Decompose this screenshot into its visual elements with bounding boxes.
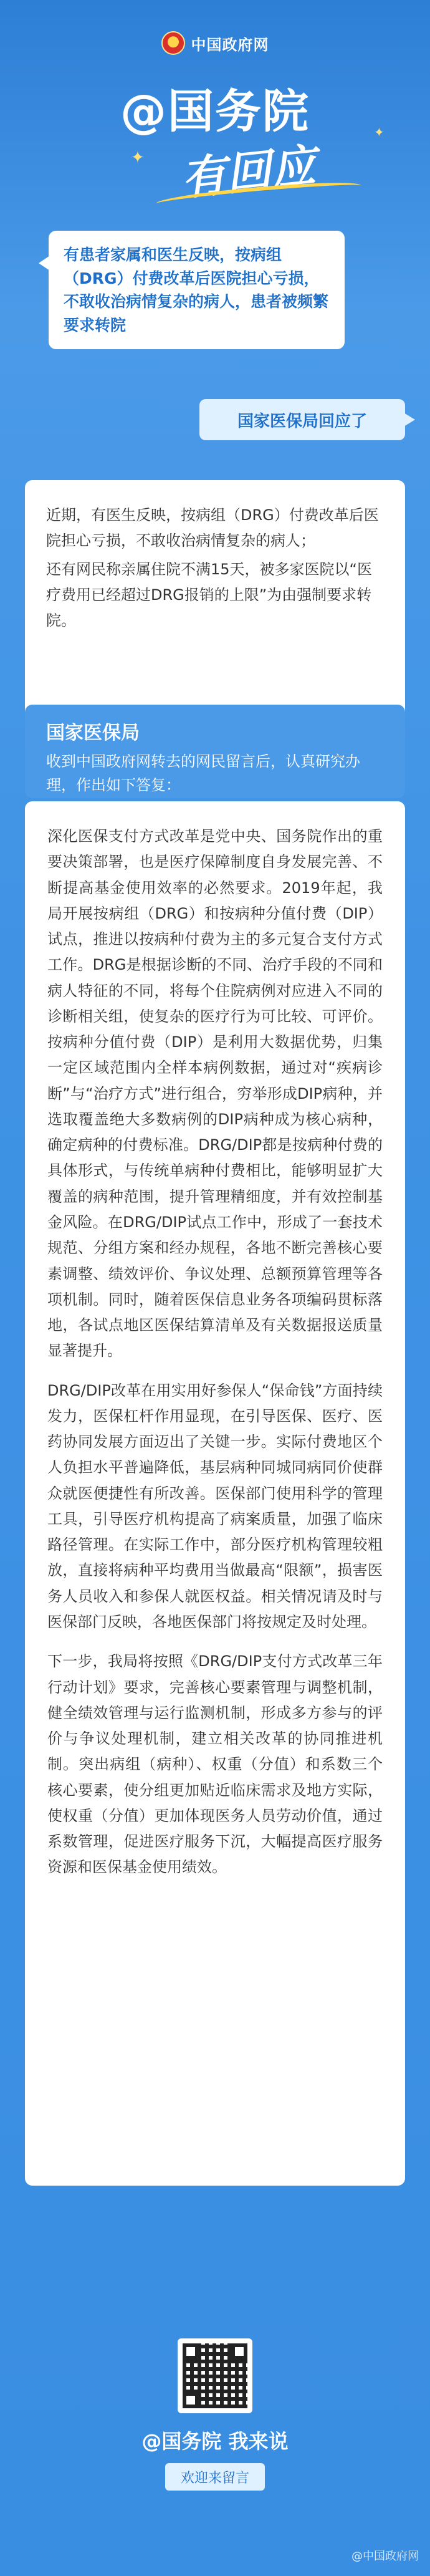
reply-header <box>25 705 405 798</box>
reply-intro: 收到中国政府网转去的网民留言后，认真研究办理，作出如下答复： <box>46 753 360 794</box>
site-logo-row <box>0 31 430 55</box>
qr-finder-mark <box>183 2392 199 2408</box>
answer-tag-bubble: 国家医保局回应了 <box>199 399 405 440</box>
qr-code-pattern <box>183 2343 247 2408</box>
intro-paragraph: 还有网民称亲属住院不满15天，被多家医院以“医疗费用已经超过DRG报销的上限”为由强制要求转院。 <box>46 560 372 630</box>
qr-code[interactable] <box>178 2338 252 2413</box>
leave-message-button[interactable]: 欢迎来留言 <box>165 2463 265 2491</box>
footer-slogan: @国务院 我来说 <box>141 2429 289 2453</box>
page-subtitle: 有回应 <box>178 138 318 206</box>
body-paragraph: 下一步，我局将按照《DRG/DIP支付方式改革三年行动计划》要求，完善核心要素管理与调整机制，健全绩效管理与运行监测机制，形成多方参与的评价与争议处理机制，建立相关改革的协同推进机制。突出病组（病种）、权重（分值）和系数三个核心要素，使分组更加贴近临床需求及地方实际，使权重（分值）更加体现医务人员劳动价值，通过系数管理，促进医疗服务下沉，大幅提高医疗服务资源和医保基金使用绩效。 <box>47 1652 383 1876</box>
national-emblem-icon <box>161 31 185 55</box>
qr-finder-mark <box>231 2343 247 2360</box>
body-paragraph: DRG/DIP改革在用实用好参保人“保命钱”方面持续发力，医保杠杆作用显现，在引导医保、医疗、医药协同发展方面迈出了关键一步。实际付费地区个人负担水平普遍降低，基层病种同城同病同价使群众就医便捷性有所改善。医保部门使用科学的管理工具，引导医疗机构提高了病案质量，加强了临床路径管理。在实际工作中，部分医疗机构管理较粗放，直接将病种平均费用当做最高“限额”，损害医务人员收入和参保人就医权益。相关情况请及时与医保部门反映，各地医保部门将按规定及时处理。 <box>47 1381 383 1631</box>
qr-finder-mark <box>183 2343 199 2360</box>
intro-paragraph: 近期，有医生反映，按病组（DRG）付费改革后医院担心亏损，不敢收治病情复杂的病人； <box>46 506 379 550</box>
sparkle-icon: ✦ <box>131 148 145 167</box>
watermark: @中国政府网 <box>351 2550 419 2563</box>
question-bubble: 有患者家属和医生反映，按病组（DRG）付费改革后医院担心亏损，不敢收治病情复杂的病人，患者被频繁要求转院 <box>49 231 345 349</box>
intro-card <box>25 480 405 736</box>
sparkle-icon: ✦ <box>374 125 385 140</box>
site-name: 中国政府网 <box>191 36 269 54</box>
page-title: @国务院 <box>120 85 310 138</box>
body-paragraph: 深化医保支付方式改革是党中央、国务院作出的重要决策部署，也是医疗保障制度自身发展完善、不断提高基金使用效率的必然要求。2019年起，我局开展按病组（DRG）和按病种分值付费（DIP）试点，推进以按病种付费为主的多元复合支付方式工作。DRG是根据诊断的不同、治疗手段的不同和病人特征的不同，将每个住院病例对应进入不同的诊断相关组，使复杂的医疗行为可比较、可评价。按病种分值付费（DIP）是利用大数据优势，归集一定区域范围内全样本病例数据，通过对“疾病诊断”与“治疗方式”进行组合，穷举形成DIP病种，并选取覆盖绝大多数病例的DIP病种成为核心病种，确定病种的付费标准。DRG/DIP都是按病种付费的具体形式，与传统单病种付费相比，能够明显扩大覆盖的病种范围，提升管理精细度，并有效控制基金风险。在DRG/DIP试点工作中，形成了一套技术规范、分组方案和经办规程，各地不断完善核心要素调整、绩效评价、争议处理、总额预算管理等各项机制。同时，随着医保信息业务各项编码贯标落地，各试点地区医保结算清单及有关数据报送质量显著提升。 <box>47 827 383 1360</box>
reply-body-card <box>25 801 405 2186</box>
reply-title: 国家医保局 <box>46 722 140 744</box>
